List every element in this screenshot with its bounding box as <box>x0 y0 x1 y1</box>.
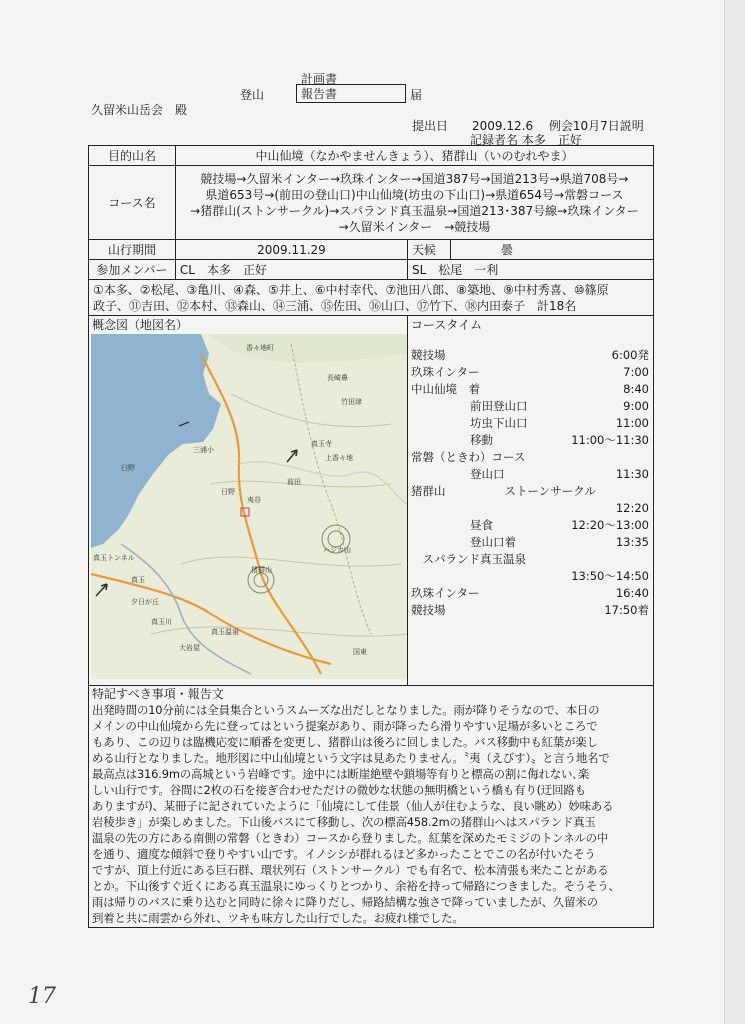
map-label: 夷谷 <box>247 496 261 504</box>
map-label: 香々地町 <box>246 344 274 352</box>
target-label: 目的山名 <box>89 146 176 166</box>
map-label: ハジカ山 <box>323 546 351 554</box>
time-value: 17:50着 <box>604 603 649 617</box>
course-time-title: コースタイム <box>411 318 483 332</box>
notes-line: とか。下山後すぐ近くにある真玉温泉にゆっくりとつかり、余裕を持って帰路につきました。そうそう、 <box>92 879 620 893</box>
course-time-section <box>408 316 654 686</box>
course-time-row <box>408 483 653 500</box>
course-value <box>175 166 653 240</box>
notes-line: 出発時間の10分前には全員集合というスムーズな出だしとなりました。雨が降りそうなので、本日の <box>92 703 600 717</box>
map-label: 日野 <box>221 488 235 496</box>
members-line: ①本多、②松尾、③亀川、④森、⑤井上、⑥中村幸代、⑦池田八郎、⑧築地、⑨中村秀喜、⑩篠原 <box>93 282 609 297</box>
course-time-row <box>408 449 653 466</box>
time-place: 玖珠インター <box>411 586 480 600</box>
course-time-row <box>408 517 653 534</box>
time-subplace: 前田登山口 <box>470 399 528 413</box>
course-time-list <box>408 347 653 619</box>
addressee: 久留米山岳会 殿 <box>91 103 188 117</box>
notes-line: もあり、この辺りは臨機応変に順番を変更し、猪群山は後ろに回しました。バス移動中も紅葉が楽し <box>92 735 598 749</box>
weather-value: 曇 <box>451 240 654 260</box>
area-map <box>91 334 407 679</box>
notes-line: ありますが)、某冊子に記されていたように「仙境にして佳景（仙人が住むような、良い眺め）妙味ある <box>92 799 614 813</box>
time-place: 中山仙境 着 <box>411 382 480 396</box>
members-label: 参加メンバー <box>89 260 176 280</box>
time-value: 16:40 <box>615 586 649 600</box>
map-label: 臼野 <box>121 464 135 472</box>
map-label: 上香々地 <box>325 454 353 462</box>
map-label: 竹田津 <box>341 398 362 406</box>
time-subplace: 移動 <box>470 433 493 447</box>
course-time-row <box>408 432 653 449</box>
map-label: 大岩屋 <box>179 644 200 652</box>
course-time-row <box>408 500 653 517</box>
course-time-row <box>408 364 653 381</box>
target-value: 中山仙境（なかやませんきょう）、猪群山（いのむれやま） <box>175 146 653 166</box>
period-value: 2009.11.29 <box>175 240 407 260</box>
notes-line: を通り、適度な傾斜で登りやすい山です。イノシシが群れるほど多かったことでこの名が付いたそう <box>92 847 596 861</box>
map-label: 夕日が丘 <box>131 598 159 606</box>
notes-line: 最高点は316.9mの高城という岩峰です。途中には断崖絶壁や鎖場等有りと標高の割に侮れない､楽 <box>92 767 590 781</box>
time-subplace: ストーンサークル <box>470 484 596 498</box>
sl-value: SL 松尾 一利 <box>408 260 654 280</box>
map-title: 概念図（地図名） <box>92 318 189 332</box>
time-place: 競技場 <box>411 603 446 617</box>
members-line: 政子、⑪吉田、⑫本村、⑬森山、⑭三浦、⑮佐田、⑯山口、⑰竹下、⑱内田泰子 計18名 <box>93 298 577 313</box>
recorder: 記録者名 本多 正好 <box>470 133 582 147</box>
map-label: 真玉川 <box>151 618 172 626</box>
map-label: 真玉温泉 <box>211 628 239 636</box>
time-place: 常磐（ときわ）コース <box>411 450 526 464</box>
course-time-row <box>408 534 653 551</box>
notes-line: しい山行です。谷間に2枚の石を接ぎ合わせただけの微妙な状態の無明橋という橋も有り(迂回路も <box>92 783 586 797</box>
notes-body <box>92 702 650 926</box>
course-line: →久留米インター →競技場 <box>338 219 491 234</box>
map-label: 三浦小 <box>193 446 214 454</box>
map-label: 真玉トンネル <box>93 554 135 562</box>
notes-line: 温泉の先の方にある南側の常磐（ときわ）コースから登りました。紅葉を深めたモミジのトンネルの中 <box>92 831 609 845</box>
time-value: 13:50～14:50 <box>571 569 649 583</box>
course-line: 県道653号→(前田の登山口)中山仙境(坊虫の下山口)→県道654号→常磐コース <box>205 187 624 202</box>
map-image <box>91 334 407 679</box>
paper-edge <box>724 0 745 1024</box>
course-label: コース名 <box>89 166 176 240</box>
plan-label: 計画書 <box>301 72 338 86</box>
report-form <box>88 145 654 928</box>
map-label: 長崎鼻 <box>327 374 348 382</box>
time-value: 9:00 <box>623 399 649 413</box>
course-line: 競技場→久留米インター→玖珠インター→国道387号→国道213号→県道708号→ <box>200 171 629 186</box>
course-line: →猪群山(ストンサークル)→スパランド真玉温泉→国道213･387号線→玖珠インター <box>190 203 639 218</box>
notes-line: める山行となりました。地形図に中山仙境という文字は見あたりません。〝夷（えびす）〟と言う地名で <box>92 751 610 765</box>
time-value: 6:00発 <box>611 348 649 362</box>
time-place: 猪群山 <box>411 484 446 498</box>
time-value: 11:00～11:30 <box>571 433 649 447</box>
course-time-row <box>408 585 653 602</box>
course-time-row <box>408 602 653 619</box>
time-value: 13:35 <box>615 535 649 549</box>
time-subplace: 昼食 <box>470 518 493 532</box>
page-number: 17 <box>28 984 56 1009</box>
time-subplace: 登山口着 <box>470 535 516 549</box>
notes-title: 特記すべき事項・報告文 <box>92 687 224 701</box>
map-label: 国東 <box>353 648 367 656</box>
map-label: 真玉寺 <box>311 440 332 448</box>
time-subplace: 登山口 <box>470 467 505 481</box>
time-value: 12:20～13:00 <box>571 518 649 532</box>
members-list <box>89 280 654 316</box>
time-subplace: 坊虫下山口 <box>470 416 528 430</box>
period-label: 山行期間 <box>89 240 176 260</box>
time-place: 玖珠インター <box>411 365 480 379</box>
time-place: 競技場 <box>411 348 446 362</box>
course-time-row <box>408 568 653 585</box>
course-time-row <box>408 551 653 568</box>
time-value: 8:40 <box>623 382 649 396</box>
course-time-row <box>408 415 653 432</box>
map-section <box>89 316 408 686</box>
weather-label: 天候 <box>408 240 451 260</box>
notes-line: ですが、頂上付近にある巨石群、環状列石（ストンサークル）でも有名で、松本清張も来たことがある <box>92 863 609 877</box>
time-value: 7:00 <box>623 365 649 379</box>
map-label: 猪群山 <box>251 566 272 574</box>
map-label: 前田 <box>287 478 301 486</box>
course-time-row <box>408 466 653 483</box>
time-place: スパランド真玉温泉 <box>411 552 526 566</box>
todoke-label: 届 <box>410 88 423 102</box>
submit-date: 提出日 2009.12.6 例会10月7日説明 <box>412 119 644 133</box>
course-time-row <box>408 398 653 415</box>
course-time-row <box>408 347 653 364</box>
cl-value: CL 本多 正好 <box>175 260 407 280</box>
time-value: 11:00 <box>615 416 649 430</box>
notes-line: 雨は帰りのバスに乗り込むと同時に徐々に降りだし、帰路結構な強さで降っていましたが、久留米の <box>92 895 598 909</box>
notes-line: メインの中山仙境から先に登ってはという提案があり、雨が降ったら滑りやすい足場が多いところで <box>92 719 598 733</box>
course-time-row <box>408 381 653 398</box>
notes-line: 岩稜歩き」が楽しめました。下山後バスにて移動し、次の標高458.2mの猪群山へはスパランド真玉 <box>92 815 596 829</box>
time-value: 11:30 <box>615 467 649 481</box>
notes-section <box>89 686 654 928</box>
map-label: 真玉 <box>131 576 145 584</box>
time-value: 12:20 <box>615 501 649 515</box>
report-label: 報告書 <box>296 84 406 103</box>
notes-line: 到着と共に雨雲から外れ、ツキも味方した山行でした。お疲れ様でした。 <box>92 911 464 925</box>
climb-label: 登山 <box>240 88 265 102</box>
